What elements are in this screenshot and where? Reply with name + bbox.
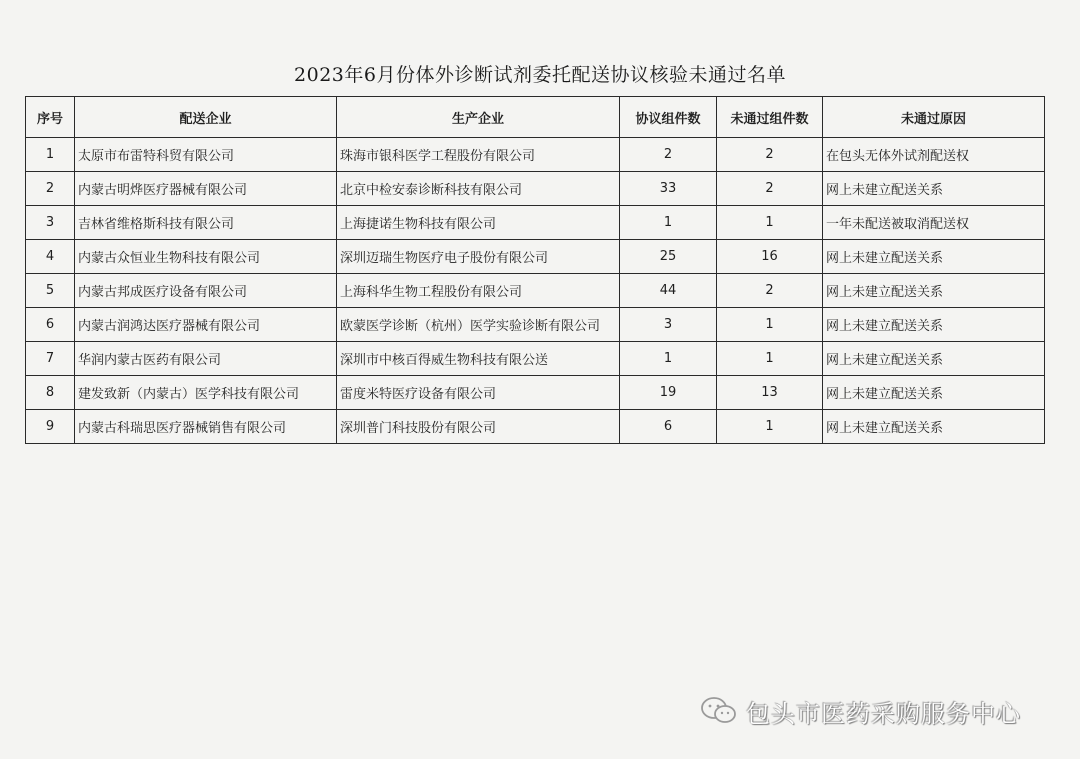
cell-failed-components: 1 [717, 410, 823, 444]
cell-failed-components: 13 [717, 376, 823, 410]
cell-serial-number: 2 [26, 172, 75, 206]
cell-serial-number: 5 [26, 274, 75, 308]
cell-manufacturer: 深圳迈瑞生物医疗电子股份有限公司 [337, 240, 620, 274]
document-title: 2023年6月份体外诊断试剂委托配送协议核验未通过名单 [294, 64, 786, 86]
failed-verification-table [25, 96, 1045, 444]
header-agreed-components: 协议组件数 [620, 97, 717, 138]
header-manufacturer: 生产企业 [337, 97, 620, 138]
header-distributor: 配送企业 [75, 97, 337, 138]
table-row [26, 308, 1045, 342]
watermark-text: 包头市医药采购服务中心 [746, 699, 1021, 728]
cell-failure-reason: 一年未配送被取消配送权 [823, 206, 1045, 240]
table-row [26, 138, 1045, 172]
table-body [26, 138, 1045, 444]
wechat-icon [700, 696, 738, 726]
cell-failed-components: 2 [717, 274, 823, 308]
table-row [26, 172, 1045, 206]
cell-manufacturer: 上海科华生物工程股份有限公司 [337, 274, 620, 308]
table-header-row [26, 97, 1045, 138]
cell-manufacturer: 珠海市银科医学工程股份有限公司 [337, 138, 620, 172]
cell-distributor: 吉林省维格斯科技有限公司 [75, 206, 337, 240]
cell-failure-reason: 网上未建立配送关系 [823, 308, 1045, 342]
cell-failure-reason: 网上未建立配送关系 [823, 274, 1045, 308]
cell-distributor: 内蒙古润鸿达医疗器械有限公司 [75, 308, 337, 342]
table-row [26, 376, 1045, 410]
cell-failed-components: 1 [717, 308, 823, 342]
cell-failure-reason: 在包头无体外试剂配送权 [823, 138, 1045, 172]
cell-manufacturer: 欧蒙医学诊断（杭州）医学实验诊断有限公司 [337, 308, 620, 342]
cell-manufacturer: 雷度米特医疗设备有限公司 [337, 376, 620, 410]
cell-agreed-components: 33 [620, 172, 717, 206]
cell-agreed-components: 3 [620, 308, 717, 342]
cell-failure-reason: 网上未建立配送关系 [823, 376, 1045, 410]
cell-manufacturer: 北京中检安泰诊断科技有限公司 [337, 172, 620, 206]
cell-distributor: 内蒙古众恒业生物科技有限公司 [75, 240, 337, 274]
header-failure-reason: 未通过原因 [823, 97, 1045, 138]
cell-agreed-components: 2 [620, 138, 717, 172]
cell-serial-number: 7 [26, 342, 75, 376]
cell-agreed-components: 44 [620, 274, 717, 308]
cell-agreed-components: 1 [620, 342, 717, 376]
cell-serial-number: 8 [26, 376, 75, 410]
cell-serial-number: 1 [26, 138, 75, 172]
cell-failure-reason: 网上未建立配送关系 [823, 172, 1045, 206]
table-row [26, 410, 1045, 444]
cell-agreed-components: 19 [620, 376, 717, 410]
cell-failure-reason: 网上未建立配送关系 [823, 410, 1045, 444]
cell-manufacturer: 深圳普门科技股份有限公司 [337, 410, 620, 444]
table-row [26, 274, 1045, 308]
cell-failure-reason: 网上未建立配送关系 [823, 342, 1045, 376]
table-row [26, 206, 1045, 240]
cell-serial-number: 4 [26, 240, 75, 274]
cell-agreed-components: 6 [620, 410, 717, 444]
cell-failed-components: 16 [717, 240, 823, 274]
header-serial-number: 序号 [26, 97, 75, 138]
cell-agreed-components: 25 [620, 240, 717, 274]
cell-distributor: 华润内蒙古医药有限公司 [75, 342, 337, 376]
cell-serial-number: 9 [26, 410, 75, 444]
cell-failed-components: 2 [717, 172, 823, 206]
cell-distributor: 内蒙古科瑞思医疗器械销售有限公司 [75, 410, 337, 444]
cell-agreed-components: 1 [620, 206, 717, 240]
header-failed-components: 未通过组件数 [717, 97, 823, 138]
cell-failure-reason: 网上未建立配送关系 [823, 240, 1045, 274]
cell-failed-components: 1 [717, 342, 823, 376]
cell-failed-components: 1 [717, 206, 823, 240]
table-row [26, 342, 1045, 376]
cell-distributor: 内蒙古邦成医疗设备有限公司 [75, 274, 337, 308]
cell-manufacturer: 上海捷诺生物科技有限公司 [337, 206, 620, 240]
cell-failed-components: 2 [717, 138, 823, 172]
cell-serial-number: 3 [26, 206, 75, 240]
cell-distributor: 建发致新（内蒙古）医学科技有限公司 [75, 376, 337, 410]
table-row [26, 240, 1045, 274]
cell-serial-number: 6 [26, 308, 75, 342]
cell-distributor: 太原市布雷特科贸有限公司 [75, 138, 337, 172]
cell-distributor: 内蒙古明烨医疗器械有限公司 [75, 172, 337, 206]
watermark [700, 694, 1021, 728]
cell-manufacturer: 深圳市中核百得威生物科技有限公送 [337, 342, 620, 376]
